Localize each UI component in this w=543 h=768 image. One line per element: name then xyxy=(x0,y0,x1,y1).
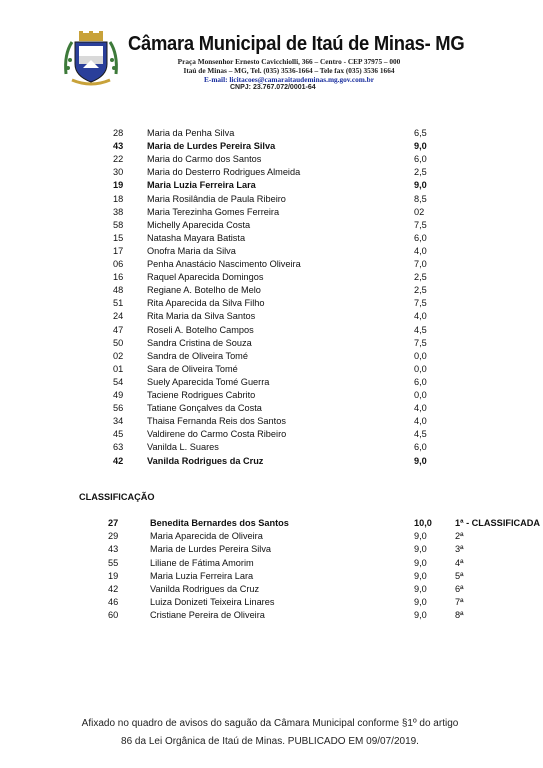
publication-note-line: Afixado no quadro de avisos do saguão da Câmara Municipal conforme §1º do artigo xyxy=(81,718,459,729)
candidate-score: 9,0 xyxy=(414,597,427,608)
candidate-score: 9,0 xyxy=(414,544,427,555)
candidate-score: 2,5 xyxy=(414,167,427,178)
candidate-number: 29 xyxy=(108,531,119,542)
candidate-name: Taciene Rodrigues Cabrito xyxy=(147,390,256,400)
list-item xyxy=(0,324,543,337)
candidate-number: 60 xyxy=(108,610,119,621)
candidate-number: 47 xyxy=(113,324,124,335)
list-item xyxy=(0,363,543,376)
candidate-name: Thaisa Fernanda Reis dos Santos xyxy=(147,416,286,427)
table-row xyxy=(0,583,543,596)
classification-heading: CLASSIFICAÇÃO xyxy=(79,492,155,502)
candidate-name: Tatiane Gonçalves da Costa xyxy=(147,403,262,414)
list-item xyxy=(0,245,543,258)
table-row xyxy=(0,530,543,543)
candidate-name: Cristiane Pereira de Oliveira xyxy=(150,610,265,621)
table-row xyxy=(0,596,543,609)
classification-place: 6ª xyxy=(455,584,464,594)
candidate-number: 54 xyxy=(113,376,124,387)
table-row xyxy=(0,517,543,530)
table-row xyxy=(0,557,543,570)
candidate-score: 0,0 xyxy=(414,350,427,361)
classification-place: 5ª xyxy=(455,570,464,581)
candidate-number: 06 xyxy=(113,259,124,269)
candidate-number: 34 xyxy=(113,416,124,427)
email-link[interactable]: E-mail: licitacoes@camaraitaudeminas.mg.gov.com.br xyxy=(204,75,374,84)
candidate-score: 4,5 xyxy=(414,429,427,440)
classification-place: 7ª xyxy=(455,597,464,608)
candidate-name: Maria Terezinha Gomes Ferreira xyxy=(147,206,280,217)
candidate-number: 63 xyxy=(113,442,124,453)
candidate-score: 4,0 xyxy=(414,311,427,322)
candidate-number: 02 xyxy=(113,350,124,361)
candidate-name: Regiane A. Botelho de Melo xyxy=(147,285,261,296)
candidate-score: 8,5 xyxy=(414,193,427,204)
candidate-score: 02 xyxy=(414,206,425,217)
candidate-number: 46 xyxy=(108,597,119,608)
candidate-number: 22 xyxy=(113,154,124,165)
candidate-number: 16 xyxy=(113,272,124,283)
coat-of-arms-icon xyxy=(62,30,120,88)
candidate-score: 6,0 xyxy=(414,376,427,387)
candidate-score: 4,0 xyxy=(414,245,427,256)
candidate-number: 38 xyxy=(113,206,124,217)
candidate-score: 9,0 xyxy=(414,531,427,542)
list-item xyxy=(0,350,543,363)
candidate-score: 2,5 xyxy=(414,272,427,283)
candidate-number: 24 xyxy=(113,311,124,322)
candidate-score: 9,0 xyxy=(414,610,427,621)
classification-place: 1ª - CLASSIFICADA xyxy=(455,518,541,528)
candidate-number: 55 xyxy=(108,557,119,568)
candidate-number: 43 xyxy=(113,141,124,152)
candidate-name: Valdirene do Carmo Costa Ribeiro xyxy=(147,429,287,440)
list-item xyxy=(0,415,543,428)
list-item xyxy=(0,219,543,232)
list-item xyxy=(0,232,543,245)
candidate-score: 7,5 xyxy=(414,337,427,348)
candidate-number: 17 xyxy=(113,245,124,256)
candidate-score: 9,0 xyxy=(414,455,427,466)
candidate-number: 30 xyxy=(113,167,124,178)
candidate-score: 4,5 xyxy=(414,324,427,335)
candidate-score: 0,0 xyxy=(414,390,427,400)
candidate-score: 9,0 xyxy=(414,557,427,568)
list-item xyxy=(0,428,543,441)
publication-note xyxy=(60,715,480,751)
candidate-score: 9,0 xyxy=(414,570,427,581)
candidate-name: Vanilda Rodrigues da Cruz xyxy=(147,455,264,466)
candidate-name: Roseli A. Botelho Campos xyxy=(147,324,254,335)
list-item xyxy=(0,310,543,323)
table-row xyxy=(0,609,543,622)
address-phone-line: Itaú de Minas – MG, Tel. (035) 3536-1664 – Tele fax (035) 3536 1664 xyxy=(183,66,395,75)
list-item xyxy=(0,127,543,140)
candidate-name: Sara de Oliveira Tomé xyxy=(147,363,238,374)
classification-place: 2ª xyxy=(455,531,464,542)
candidate-name: Rita Aparecida da Silva Filho xyxy=(147,298,265,309)
candidate-score: 6,0 xyxy=(414,154,427,165)
list-item xyxy=(0,297,543,310)
list-item xyxy=(0,179,543,192)
document-title: Câmara Municipal de Itaú de Minas- MG xyxy=(128,33,465,55)
candidate-score: 4,0 xyxy=(414,416,427,427)
candidate-number: 42 xyxy=(113,455,124,466)
candidate-number: 15 xyxy=(113,232,124,243)
candidate-score: 7,5 xyxy=(414,298,427,309)
candidate-number: 48 xyxy=(113,285,124,296)
candidate-name: Luiza Donizeti Teixeira Linares xyxy=(150,597,275,608)
candidate-score: 6,0 xyxy=(414,442,427,453)
candidate-number: 19 xyxy=(108,570,119,581)
list-item xyxy=(0,258,543,271)
list-item xyxy=(0,441,543,454)
candidate-number: 19 xyxy=(113,180,124,191)
list-item xyxy=(0,140,543,153)
candidate-number: 56 xyxy=(113,403,124,414)
table-row xyxy=(0,543,543,556)
candidate-score: 9,0 xyxy=(414,584,427,594)
list-item xyxy=(0,271,543,284)
classification-place: 4ª xyxy=(455,557,464,568)
candidate-name: Maria do Desterro Rodrigues Almeida xyxy=(147,167,301,178)
candidate-name: Maria Rosilândia de Paula Ribeiro xyxy=(147,193,286,204)
candidate-score: 0,0 xyxy=(414,363,427,374)
candidate-name: Maria Luzia Ferreira Lara xyxy=(147,180,256,191)
candidate-number: 45 xyxy=(113,429,124,440)
list-item xyxy=(0,153,543,166)
candidate-score: 4,0 xyxy=(414,403,427,414)
candidate-score: 9,0 xyxy=(414,180,427,191)
candidate-score: 7,5 xyxy=(414,219,427,230)
candidate-name: Maria de Lurdes Pereira Silva xyxy=(150,544,272,555)
candidate-name: Sandra de Oliveira Tomé xyxy=(147,350,248,361)
candidate-name: Maria Aparecida de Oliveira xyxy=(150,531,263,542)
candidate-score: 10,0 xyxy=(414,518,432,528)
classification-place: 8ª xyxy=(455,610,464,621)
candidate-name: Michelly Aparecida Costa xyxy=(147,219,251,230)
list-item xyxy=(0,284,543,297)
list-item xyxy=(0,206,543,219)
address-line: Praça Monsenhor Ernesto Cavicchiolli, 366 – Centro - CEP 37975 – 000 xyxy=(177,57,401,66)
candidate-name: Sandra Cristina de Souza xyxy=(147,337,252,348)
candidate-name: Maria de Lurdes Pereira Silva xyxy=(147,141,276,152)
list-item xyxy=(0,402,543,415)
table-row xyxy=(0,570,543,583)
candidate-name: Penha Anastácio Nascimento Oliveira xyxy=(147,259,301,269)
candidate-number: 01 xyxy=(113,363,124,374)
publication-note-line: 86 da Lei Orgânica de Itaú de Minas. PUBLICADO EM 09/07/2019. xyxy=(121,736,419,747)
candidate-name: Maria do Carmo dos Santos xyxy=(147,154,262,165)
candidate-score: 9,0 xyxy=(414,141,427,152)
letterhead xyxy=(0,0,543,100)
candidate-name: Maria Luzia Ferreira Lara xyxy=(150,570,254,581)
candidate-name: Suely Aparecida Tomé Guerra xyxy=(147,376,270,387)
candidate-number: 50 xyxy=(113,337,124,348)
candidate-number: 28 xyxy=(113,128,124,138)
list-item xyxy=(0,376,543,389)
candidate-number: 27 xyxy=(108,518,119,528)
candidate-number: 18 xyxy=(113,193,124,204)
candidate-name: Rita Maria da Silva Santos xyxy=(147,311,256,322)
list-item xyxy=(0,455,543,468)
candidate-name: Maria da Penha Silva xyxy=(147,128,235,138)
candidate-name: Raquel Aparecida Domingos xyxy=(147,272,264,283)
list-item xyxy=(0,193,543,206)
candidate-number: 43 xyxy=(108,544,119,555)
candidate-name: Natasha Mayara Batista xyxy=(147,232,246,243)
candidate-name: Benedita Bernardes dos Santos xyxy=(150,518,289,528)
list-item xyxy=(0,166,543,179)
candidate-score: 6,0 xyxy=(414,232,427,243)
list-item xyxy=(0,389,543,402)
candidate-number: 51 xyxy=(113,298,124,309)
classification-place: 3ª xyxy=(455,544,464,555)
candidate-name: Vanilda L. Suares xyxy=(147,442,219,453)
candidate-number: 58 xyxy=(113,219,124,230)
candidate-name: Vanilda Rodrigues da Cruz xyxy=(150,584,260,594)
candidate-name: Onofra Maria da Silva xyxy=(147,245,236,256)
candidate-name: Liliane de Fátima Amorim xyxy=(150,557,254,568)
candidate-number: 49 xyxy=(113,390,124,400)
candidate-number: 42 xyxy=(108,584,119,594)
cnpj-line: CNPJ: 23.767.072/0001-64 xyxy=(230,84,316,91)
candidate-score: 6,5 xyxy=(414,128,427,138)
candidate-score: 2,5 xyxy=(414,285,427,296)
candidate-score: 7,0 xyxy=(414,259,427,269)
list-item xyxy=(0,337,543,350)
